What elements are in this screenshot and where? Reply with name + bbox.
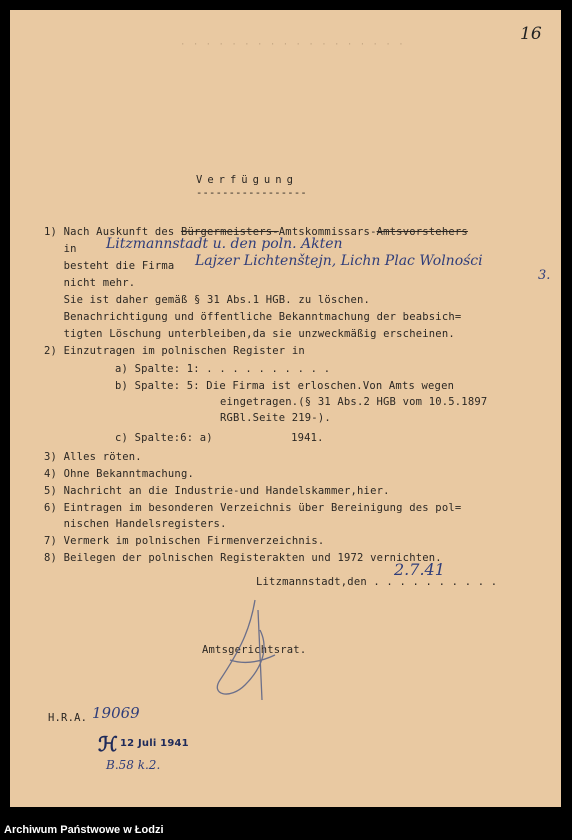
item-2-a: a) Spalte: 1: . . . . . . . . . . [115,363,331,375]
item-1-line-2: in [44,243,77,255]
item-1-line-7: tigten Löschung unterbleiben,da sie unzweckmäßig erscheinen. [44,328,455,340]
item-6-line-2: nischen Handelsregisters. [44,518,227,530]
item-2-b-2: eingetragen.(§ 31 Abs.2 HGB vom 10.5.1897 [220,396,488,408]
hra-label: H.R.A. [48,712,88,724]
item-1-line-4: nicht mehr. [44,277,136,289]
item-2-b-1: b) Spalte: 5: Die Firma ist erloschen.Von Amts wegen [115,380,455,392]
document-page [10,10,561,807]
handwritten-reference: B.58 k.2. [106,758,161,772]
title-underline: ----------------- [196,187,307,199]
page-number: 16 [520,24,542,44]
signature-label: Amtsgerichtsrat. [202,644,307,656]
handwritten-firm-name: Lajzer Lichtenštejn, Lichn Plac Wolności [195,253,483,269]
item-2-c: c) Spalte:6: a) 1941. [115,432,324,444]
item-3: 3) Alles röten. [44,451,142,463]
item-6-line-1: 6) Eintragen im besonderen Verzeichnis über Bereinigung des pol= [44,502,462,514]
archive-footer: Archiwum Państwowe w Łodzi [4,824,164,836]
initial-mark: ℋ [98,732,118,756]
page-title: Verfügung [196,174,298,186]
date-stamp: 12 Juli 1941 [120,738,189,749]
handwritten-date: 2.7.41 [394,560,445,579]
hra-number: 19069 [92,704,140,722]
item-4: 4) Ohne Bekanntmachung. [44,468,194,480]
handwritten-house-number: 3. [538,268,551,283]
handwritten-place: Litzmannstadt u. den poln. Akten [106,236,343,252]
item-5: 5) Nachricht an die Industrie-und Handelskammer,hier. [44,485,390,497]
place-and-date: Litzmannstadt,den . . . . . . . . . . [256,576,498,588]
item-8: 8) Beilegen der polnischen Registerakten und 1972 vernichten. [44,552,442,564]
item-2-b-3: RGBl.Seite 219-). [220,412,331,424]
item-7: 7) Vermerk im polnischen Firmenverzeichnis. [44,535,325,547]
bleed-through-text: · · · · · · · · · · · · · · · · · · [180,40,405,50]
item-1-line-6: Benachrichtigung und öffentliche Bekanntmachung der beabsich= [44,311,462,323]
item-1-line-5: Sie ist daher gemäß § 31 Abs.1 HGB. zu löschen. [44,294,371,306]
item-1-line-1: 1) Nach Auskunft des Bürgermeisters-Amtskommissars-Amtsvorstehers [44,226,468,238]
signature-scribble [200,590,290,720]
item-1-line-3: besteht die Firma [44,260,175,272]
item-2-line-1: 2) Einzutragen im polnischen Register in [44,345,305,357]
